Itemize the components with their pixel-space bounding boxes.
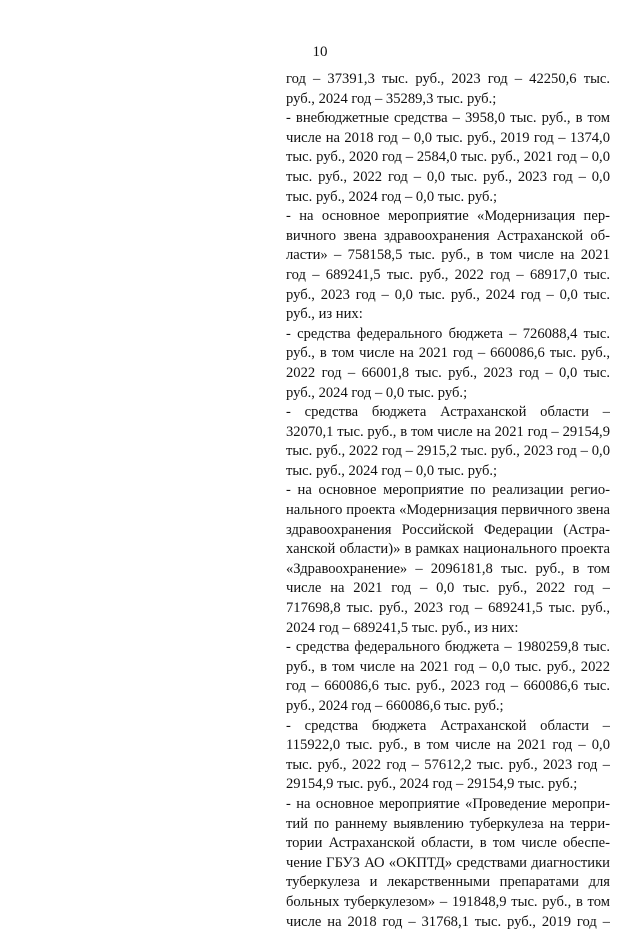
text-line: туберкулеза и лекарственными препаратами для bbox=[286, 874, 610, 891]
text-line: тории Астраханской области, в том числе обеспе- bbox=[286, 835, 610, 852]
text-line: - средства бюджета Астраханской области – bbox=[286, 404, 610, 421]
text-line: 2022 год – 66001,8 тыс. руб., 2023 год – 0,0 тыс. bbox=[286, 364, 610, 381]
text-line: ханской области)» в рамках национального проекта bbox=[286, 541, 610, 558]
text-line: тыс. руб., 2020 год – 2584,0 тыс. руб., 2021 год – 0,0 bbox=[286, 149, 610, 166]
text-line: руб., 2024 год – 0,0 тыс. руб.; bbox=[286, 384, 468, 401]
text-line: 29154,9 тыс. руб., 2024 год – 29154,9 тыс. руб.; bbox=[286, 776, 578, 793]
text-line: руб., 2023 год – 0,0 тыс. руб., 2024 год – 0,0 тыс. bbox=[286, 286, 610, 303]
text-line: - на основное мероприятие «Проведение меропри- bbox=[286, 795, 610, 812]
text-line: год – 689241,5 тыс. руб., 2022 год – 68917,0 тыс. bbox=[286, 266, 610, 283]
text-line: числе на 2021 год – 0,0 тыс. руб., 2022 год – bbox=[286, 580, 610, 597]
text-line: 717698,8 тыс. руб., 2023 год – 689241,5 тыс. руб., bbox=[286, 600, 610, 617]
text-line: - средства федерального бюджета – 1980259,8 тыс. bbox=[286, 639, 610, 656]
body-text bbox=[286, 70, 610, 932]
text-line: руб., 2024 год – 660086,6 тыс. руб.; bbox=[286, 698, 504, 714]
text-line: нального проекта «Модернизация первичного звена bbox=[286, 502, 610, 519]
text-line: руб., из них: bbox=[286, 306, 363, 323]
text-line: год – 37391,3 тыс. руб., 2023 год – 42250,6 тыс. bbox=[286, 71, 610, 87]
text-line: год – 660086,6 тыс. руб., 2023 год – 660086,6 тыс. bbox=[286, 678, 610, 695]
text-line: здравоохранения Российской Федерации (Астра- bbox=[286, 521, 610, 538]
text-line: вичного звена здравоохранения Астраханской об- bbox=[286, 227, 610, 244]
page-number: 10 bbox=[312, 44, 328, 60]
text-line: чение ГБУЗ АО «ОКПТД» средствами диагностики bbox=[286, 854, 610, 871]
text-line: 2024 год – 689241,5 тыс. руб., из них: bbox=[286, 619, 519, 636]
text-line: «Здравоохранение» – 2096181,8 тыс. руб., в том bbox=[286, 560, 610, 577]
text-line: - на основное мероприятие «Модернизация пер- bbox=[286, 208, 610, 225]
text-line: - внебюджетные средства – 3958,0 тыс. руб., в том bbox=[286, 110, 610, 127]
text-line: руб., в том числе на 2021 год – 0,0 тыс. руб., 2022 bbox=[286, 658, 610, 675]
text-line: руб., 2024 год – 35289,3 тыс. руб.; bbox=[286, 90, 497, 107]
text-line: - средства бюджета Астраханской области – bbox=[286, 717, 610, 734]
text-line: ласти» – 758158,5 тыс. руб., в том числе на 2021 bbox=[286, 247, 610, 264]
text-line: 115922,0 тыс. руб., в том числе на 2021 год – 0,0 bbox=[286, 737, 610, 754]
text-line: 32070,1 тыс. руб., в том числе на 2021 год – 29154,9 bbox=[286, 423, 610, 440]
text-line: руб., в том числе на 2021 год – 660086,6 тыс. руб., bbox=[286, 345, 610, 362]
text-line: - на основное мероприятие по реализации регио- bbox=[286, 482, 610, 499]
text-line: тыс. руб., 2024 год – 0,0 тыс. руб.; bbox=[286, 462, 498, 479]
text-line: тыс. руб., 2022 год – 57612,2 тыс. руб., 2023 год – bbox=[286, 756, 610, 773]
text-line: тыс. руб., 2024 год – 0,0 тыс. руб.; bbox=[286, 188, 498, 205]
text-line: числе на 2018 год – 31768,1 тыс. руб., 2019 год – bbox=[286, 913, 610, 930]
text-line: числе на 2018 год – 0,0 тыс. руб., 2019 год – 1374,0 bbox=[286, 129, 610, 146]
text-line: тыс. руб., 2022 год – 2915,2 тыс. руб., 2023 год – 0,0 bbox=[286, 443, 610, 460]
text-line: тыс. руб., 2022 год – 0,0 тыс. руб., 2023 год – 0,0 bbox=[286, 168, 610, 185]
text-line: больных туберкулезом» – 191848,9 тыс. руб., в том bbox=[286, 893, 610, 910]
text-line: тий по раннему выявлению туберкулеза на терри- bbox=[286, 815, 610, 832]
text-line: - средства федерального бюджета – 726088,4 тыс. bbox=[286, 325, 610, 342]
